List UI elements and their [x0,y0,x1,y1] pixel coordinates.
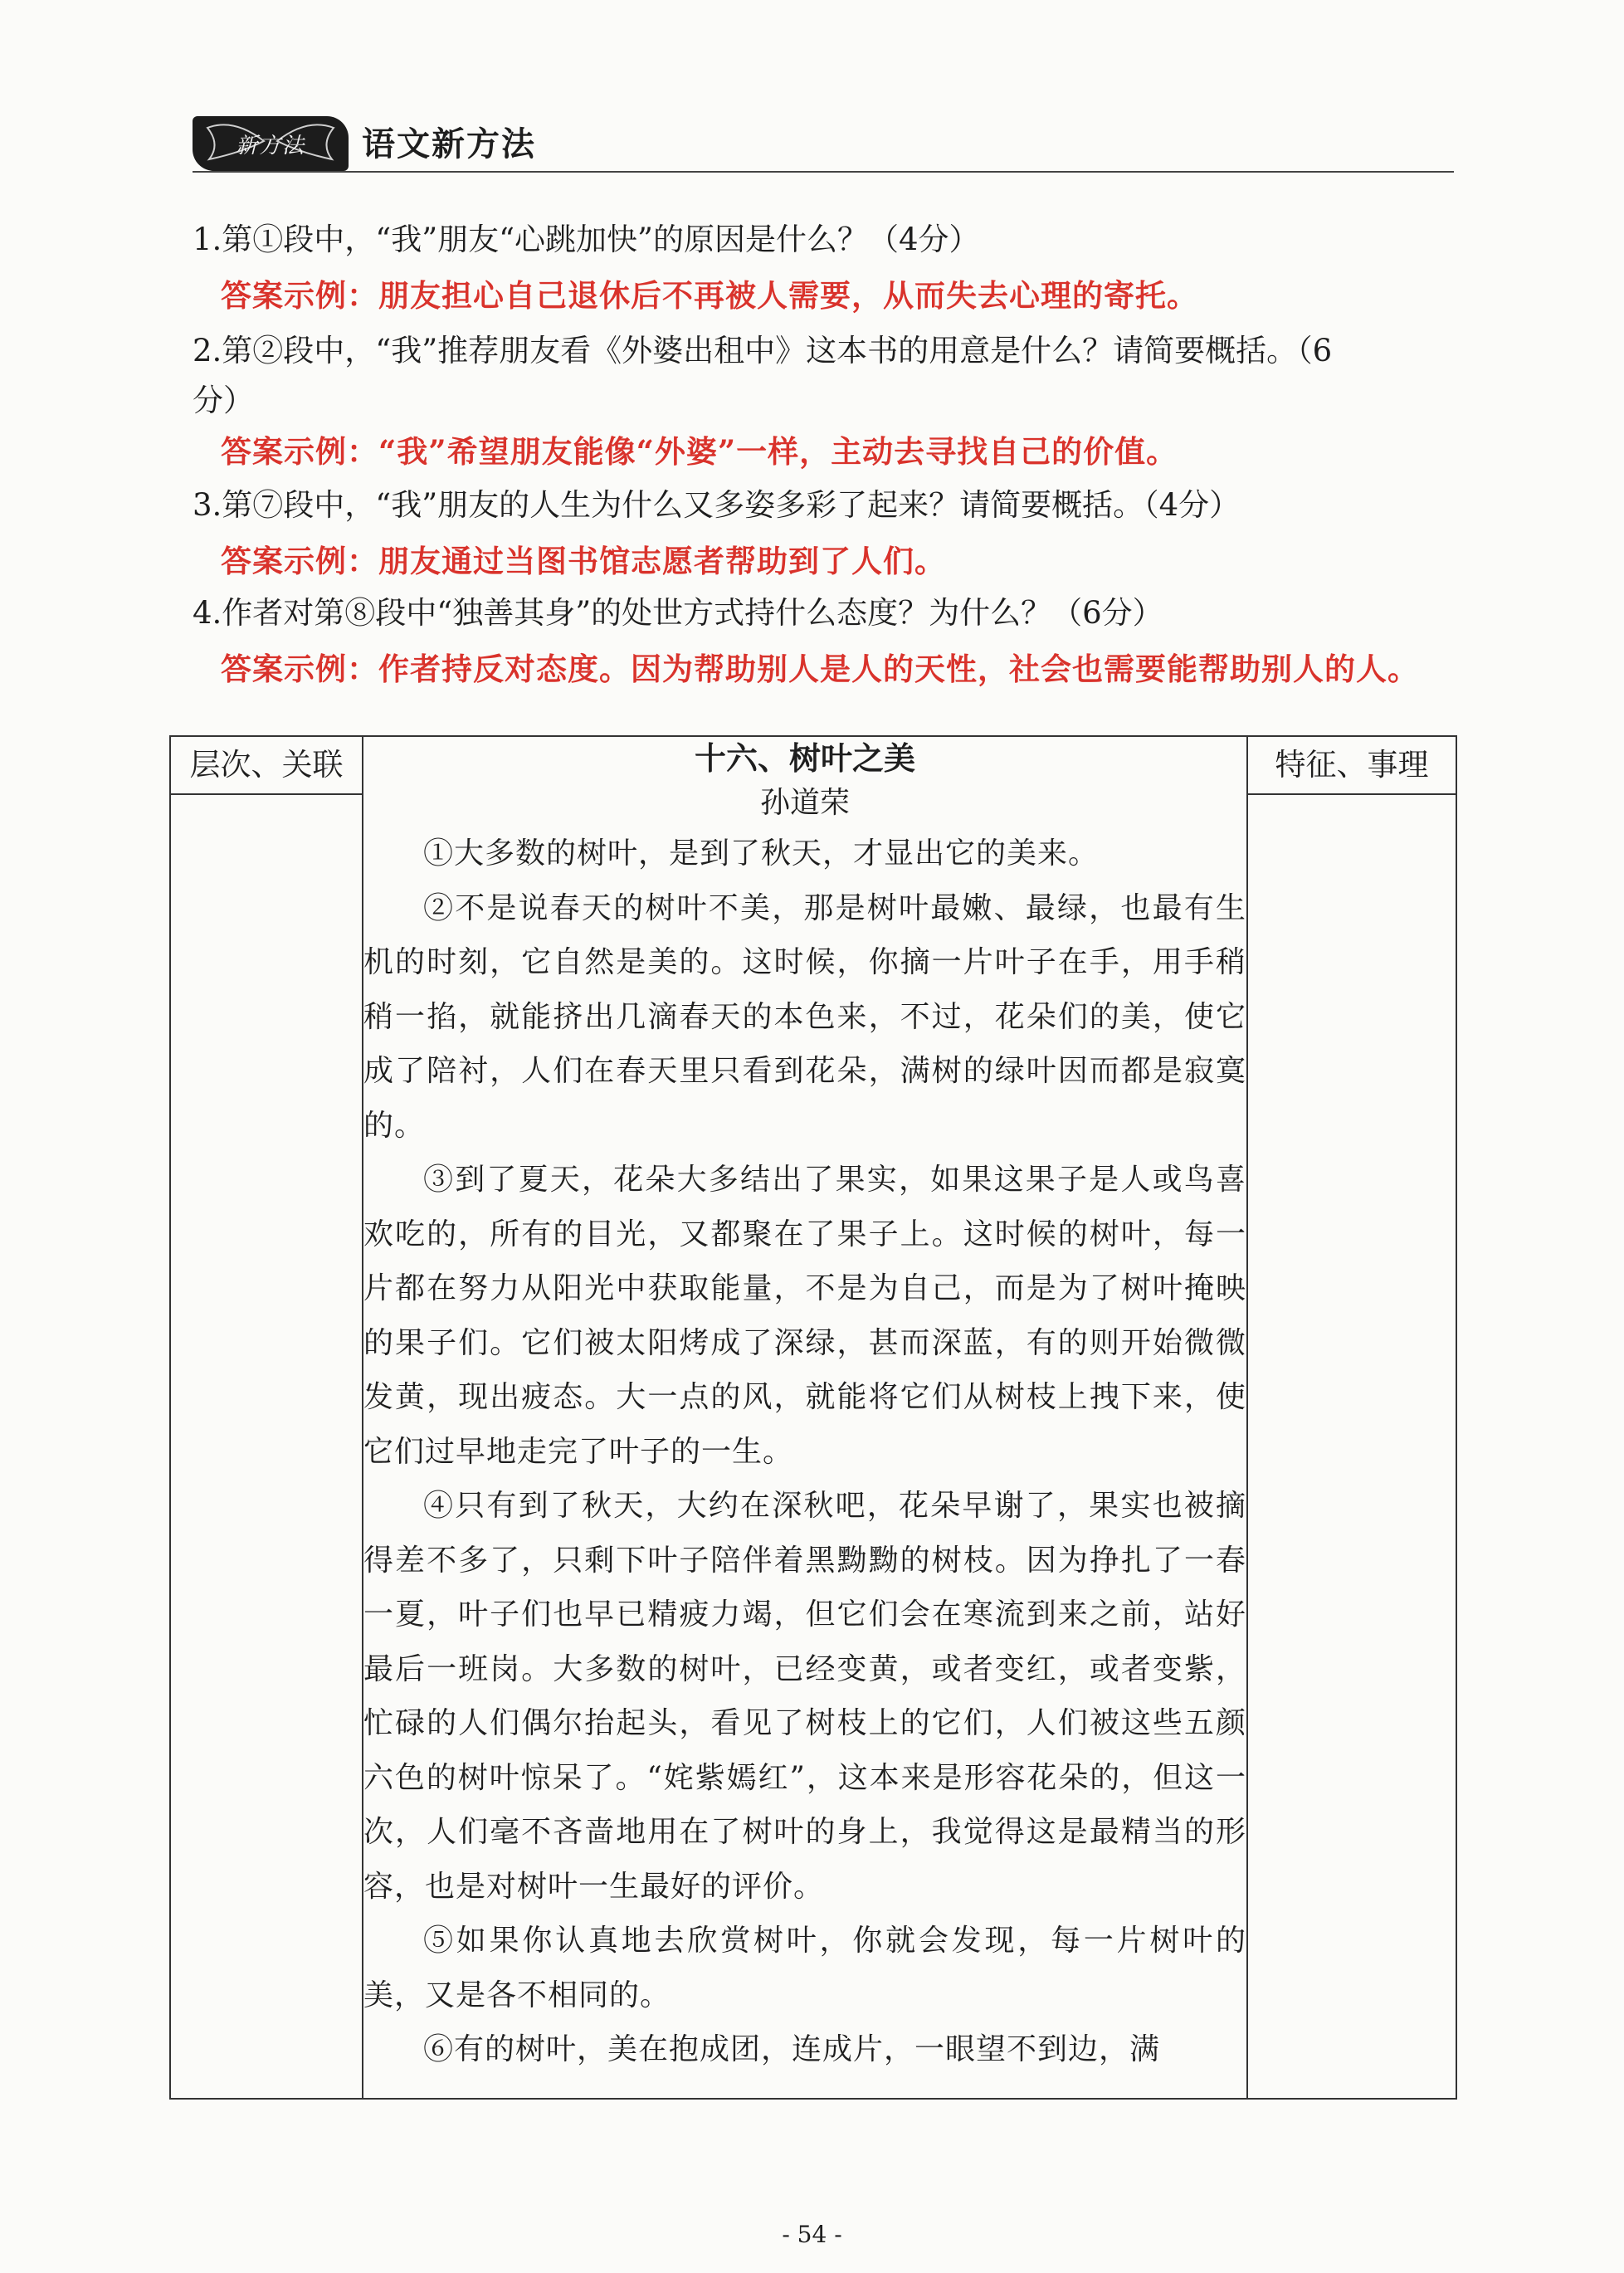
book-title: 语文新方法 [362,124,536,163]
logo-text: 新方法 [235,133,305,159]
paragraph-3: ③到了夏天，花朵大多结出了果实，如果这果子是人或鸟喜欢吃的，所有的目光，又都聚在了果子上。这时候的树叶，每一片都在努力从阳光中获取能量，不是为自己，而是为了树叶掩映的果子们。它们被太阳烤成了深绿，甚而深蓝，有的则开始微微发黄，现出疲态。大一点的风，就能将它们从树枝上拽下来，使它们过早地走完了叶子的一生。 [363,1163,1246,1469]
feature-reason-notes [1247,794,1456,2099]
feature-reason-header: 特征、事理 [1247,736,1456,794]
answer-4: 答案示例：作者持反对态度。因为帮助别人是人的天性，社会也需要能帮助别人的人。 [221,651,1419,687]
header-divider [193,171,1454,173]
question-3: 3.第⑦段中，“我”朋友的人生为什么又多姿多彩了起来？请简要概括。（4分） [193,487,1241,523]
answer-3: 答案示例：朋友通过当图书馆志愿者帮助到了人们。 [221,543,946,579]
layer-relation-header: 层次、关联 [170,736,363,794]
question-2-line-2: 分） [193,383,254,418]
reading-table [169,735,1457,2100]
answer-1: 答案示例：朋友担心自己退休后不再被人需要，从而失去心理的寄托。 [221,277,1198,314]
article-author: 孙道荣 [759,786,850,820]
paragraph-2: ②不是说春天的树叶不美，那是树叶最嫩、最绿，也最有生机的时刻，它自然是美的。这时候，你摘一片叶子在手，用手稍稍一掐，就能挤出几滴春天的本色来，不过，花朵们的美，使它成了陪衬，人们在春天里只看到花朵，满树的绿叶因而都是寂寞的。 [363,890,1246,1143]
question-4: 4.作者对第⑧段中“独善其身”的处世方式持什么态度？为什么？（6分） [193,595,1163,631]
question-2-line-1: 2.第②段中，“我”推荐朋友看《外婆出租中》这本书的用意是什么？请简要概括。（6 [193,333,1333,368]
paragraph-1: ①大多数的树叶，是到了秋天，才显出它的美来。 [423,837,1100,871]
layer-relation-notes [170,794,363,2099]
article-title: 十六、树叶之美 [694,739,915,777]
paragraph-5: ⑤如果你认真地去欣赏树叶，你就会发现，每一片树叶的美，又是各不相同的。 [363,1924,1246,2012]
question-1: 1.第①段中，“我”朋友“心跳加快”的原因是什么？（4分） [193,222,980,257]
answer-2: 答案示例：“我”希望朋友能像“外婆”一样，主动去寻找自己的价值。 [221,433,1178,470]
page-number: - 54 - [782,2221,842,2248]
paragraph-4: ④只有到了秋天，大约在深秋吧，花朵早谢了，果实也被摘得差不多了，只剩下叶子陪伴着黑黝黝的树枝。因为挣扎了一春一夏，叶子们也早已精疲力竭，但它们会在寒流到来之前，站好最后一班岗。大多数的树叶，已经变黄，或者变红，或者变紫，忙碌的人们偶尔抬起头，看见了树枝上的它们，人们被这些五颜六色的树叶惊呆了。“姹紫嫣红”，这本来是形容花朵的，但这一次，人们毫不吝啬地用在了树叶的身上，我觉得这是最精当的形容，也是对树叶一生最好的评价。 [363,1489,1246,1904]
article-cell [363,736,1247,2099]
series-logo [193,116,349,171]
page-header [193,110,1454,176]
paragraph-6: ⑥有的树叶，美在抱成团，连成片，一眼望不到边，满 [423,2032,1161,2066]
